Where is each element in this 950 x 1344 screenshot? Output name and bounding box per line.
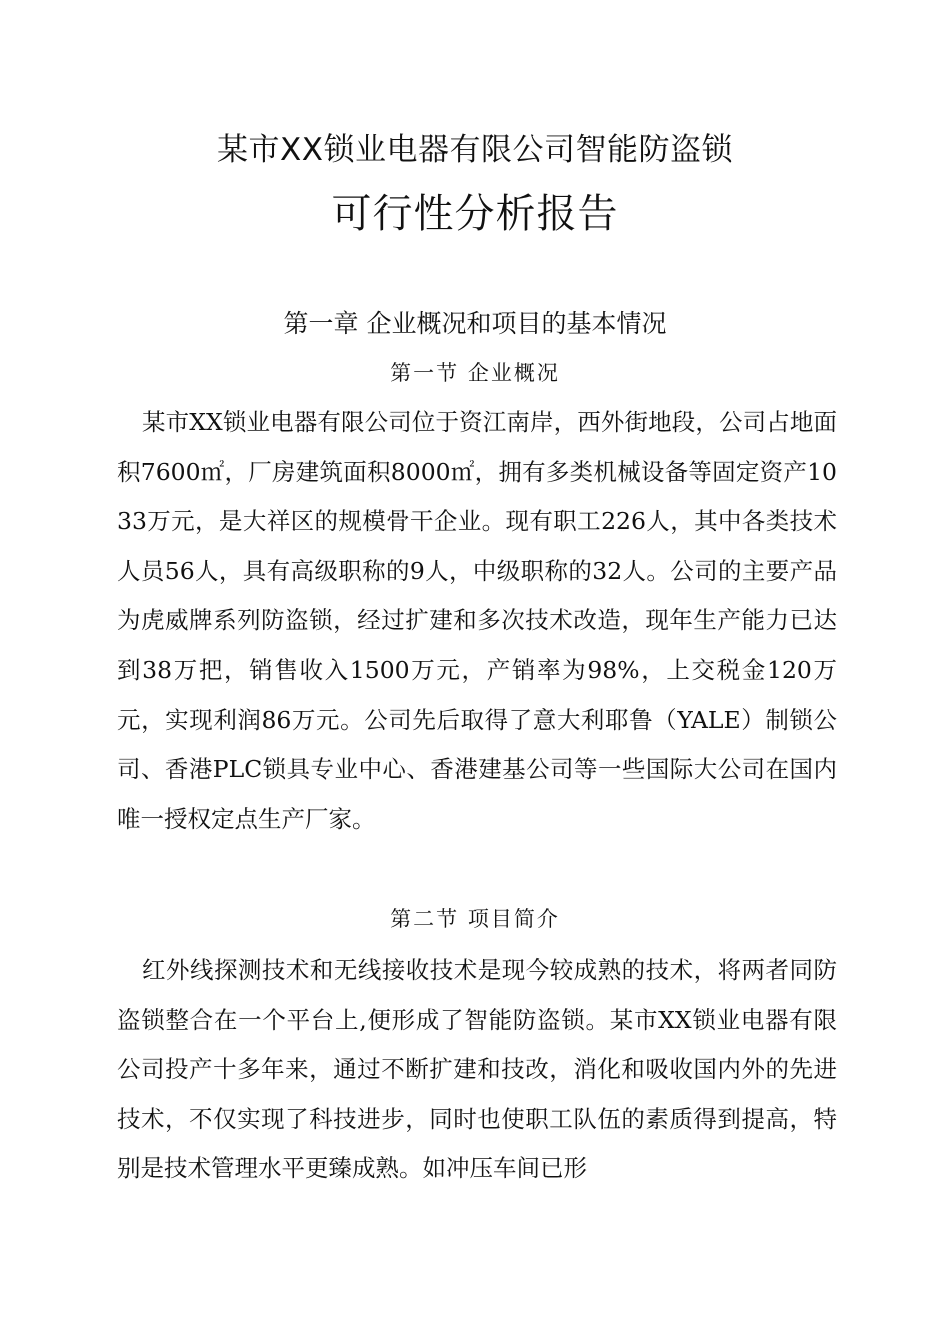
report-title-line-1: 某市XX锁业电器有限公司智能防盗锁	[217, 132, 733, 168]
section-1-heading: 第一节 企业概况	[390, 361, 560, 385]
report-title-line-2: 可行性分析报告	[331, 191, 619, 237]
section-2-paragraph: 红外线探测技术和无线接收技术是现今较成熟的技术，将两者同防盗锁整合在一个平台上,便形成了智能防盗锁。某市XX锁业电器有限公司投产十多年来，通过不断扩建和技改，消化和吸收国内外的先进技术，不仅实现了科技进步，同时也使职工队伍的素质得到提高，特别是技术管理水平更臻成熟。如冲压车间已形	[117, 956, 837, 1183]
chapter-heading: 第一章 企业概况和项目的基本情况	[283, 309, 667, 338]
section-1-paragraph: 某市XX锁业电器有限公司位于资江南岸，西外街地段，公司占地面积7600㎡，厂房建筑面积8000㎡，拥有多类机械设备等固定资产1033万元，是大祥区的规模骨干企业。现有职工226人，其中各类技术人员56人，具有高级职称的9人，中级职称的32人。公司的主要产品为虎威牌系列防盗锁，经过扩建和多次技术改造，现年生产能力已达到38万把，销售收入1500万元，产销率为98%，上交税金120万元，实现利润86万元。公司先后取得了意大利耶鲁（YALE）制锁公司、香港PLC锁具专业中心、香港建基公司等一些国际大公司在国内唯一授权定点生产厂家。	[117, 408, 837, 833]
section-2-heading: 第二节 项目简介	[390, 907, 560, 931]
